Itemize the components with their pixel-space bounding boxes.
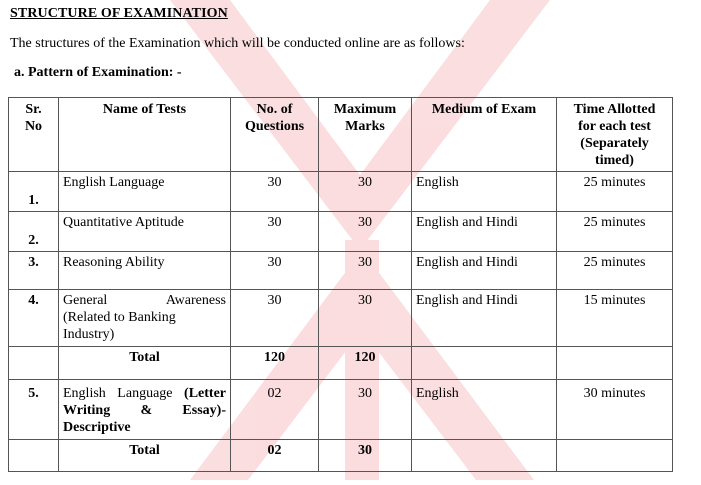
questions-cell: 30 xyxy=(231,252,319,290)
marks-cell: 30 xyxy=(319,252,412,290)
questions-cell: 30 xyxy=(231,172,319,212)
exam-pattern-table xyxy=(8,97,673,472)
sr-no-cell: 2. xyxy=(9,212,59,252)
header-time-allotted: Time Allotted for each test (Separately timed) xyxy=(557,98,673,172)
total-label: Total xyxy=(59,347,231,380)
test-name-line: Awareness xyxy=(165,293,226,308)
sr-no-cell: 5. xyxy=(9,380,59,440)
time-cell: 15 minutes xyxy=(557,290,673,347)
test-name-plain: English Language xyxy=(63,386,185,401)
test-name-bold: (Letter Writing & Essay)- Descriptive xyxy=(63,386,226,435)
empty-cell xyxy=(9,347,59,380)
table-row xyxy=(9,212,673,252)
total-label: Total xyxy=(59,440,231,472)
table-row xyxy=(9,290,673,347)
table-row xyxy=(9,252,673,290)
total-marks: 120 xyxy=(319,347,412,380)
time-cell: 25 minutes xyxy=(557,212,673,252)
sr-no-cell: 3. xyxy=(9,252,59,290)
empty-cell xyxy=(412,347,557,380)
time-cell: 25 minutes xyxy=(557,252,673,290)
test-name-cell xyxy=(59,290,231,347)
section-title: STRUCTURE OF EXAMINATION xyxy=(10,6,228,21)
sr-no-cell: 4. xyxy=(9,290,59,347)
empty-cell xyxy=(557,440,673,472)
marks-cell: 30 xyxy=(319,290,412,347)
header-maximum-marks: Maximum Marks xyxy=(319,98,412,172)
subsection-heading: a. Pattern of Examination: - xyxy=(14,65,182,80)
header-sr-no: Sr. No xyxy=(9,98,59,172)
header-name-of-tests: Name of Tests xyxy=(59,98,231,172)
questions-cell: 30 xyxy=(231,290,319,347)
total-questions: 120 xyxy=(231,347,319,380)
test-name-line: (Related to Banking xyxy=(63,310,176,325)
medium-cell: English and Hindi xyxy=(412,212,557,252)
total-row xyxy=(9,347,673,380)
table-row xyxy=(9,172,673,212)
total-marks: 30 xyxy=(319,440,412,472)
medium-cell: English and Hindi xyxy=(412,290,557,347)
questions-cell: 30 xyxy=(231,212,319,252)
medium-cell: English xyxy=(412,172,557,212)
table-header-row xyxy=(9,98,673,172)
sr-no-cell: 1. xyxy=(9,172,59,212)
questions-cell: 02 xyxy=(231,380,319,440)
test-name-line: General xyxy=(63,293,108,308)
total-row xyxy=(9,440,673,472)
marks-cell: 30 xyxy=(319,172,412,212)
test-name-cell: Quantitative Aptitude xyxy=(59,212,231,252)
medium-cell: English xyxy=(412,380,557,440)
intro-text: The structures of the Examination which will be conducted online are as follows: xyxy=(10,36,465,51)
medium-cell: English and Hindi xyxy=(412,252,557,290)
marks-cell: 30 xyxy=(319,212,412,252)
test-name-line: Industry) xyxy=(63,327,115,342)
test-name-cell xyxy=(59,380,231,440)
test-name-cell: Reasoning Ability xyxy=(59,252,231,290)
time-cell: 30 minutes xyxy=(557,380,673,440)
header-no-of-questions: No. of Questions xyxy=(231,98,319,172)
test-name-cell: English Language xyxy=(59,172,231,212)
marks-cell: 30 xyxy=(319,380,412,440)
total-questions: 02 xyxy=(231,440,319,472)
time-cell: 25 minutes xyxy=(557,172,673,212)
table-row xyxy=(9,380,673,440)
empty-cell xyxy=(9,440,59,472)
empty-cell xyxy=(412,440,557,472)
header-medium-of-exam: Medium of Exam xyxy=(412,98,557,172)
empty-cell xyxy=(557,347,673,380)
